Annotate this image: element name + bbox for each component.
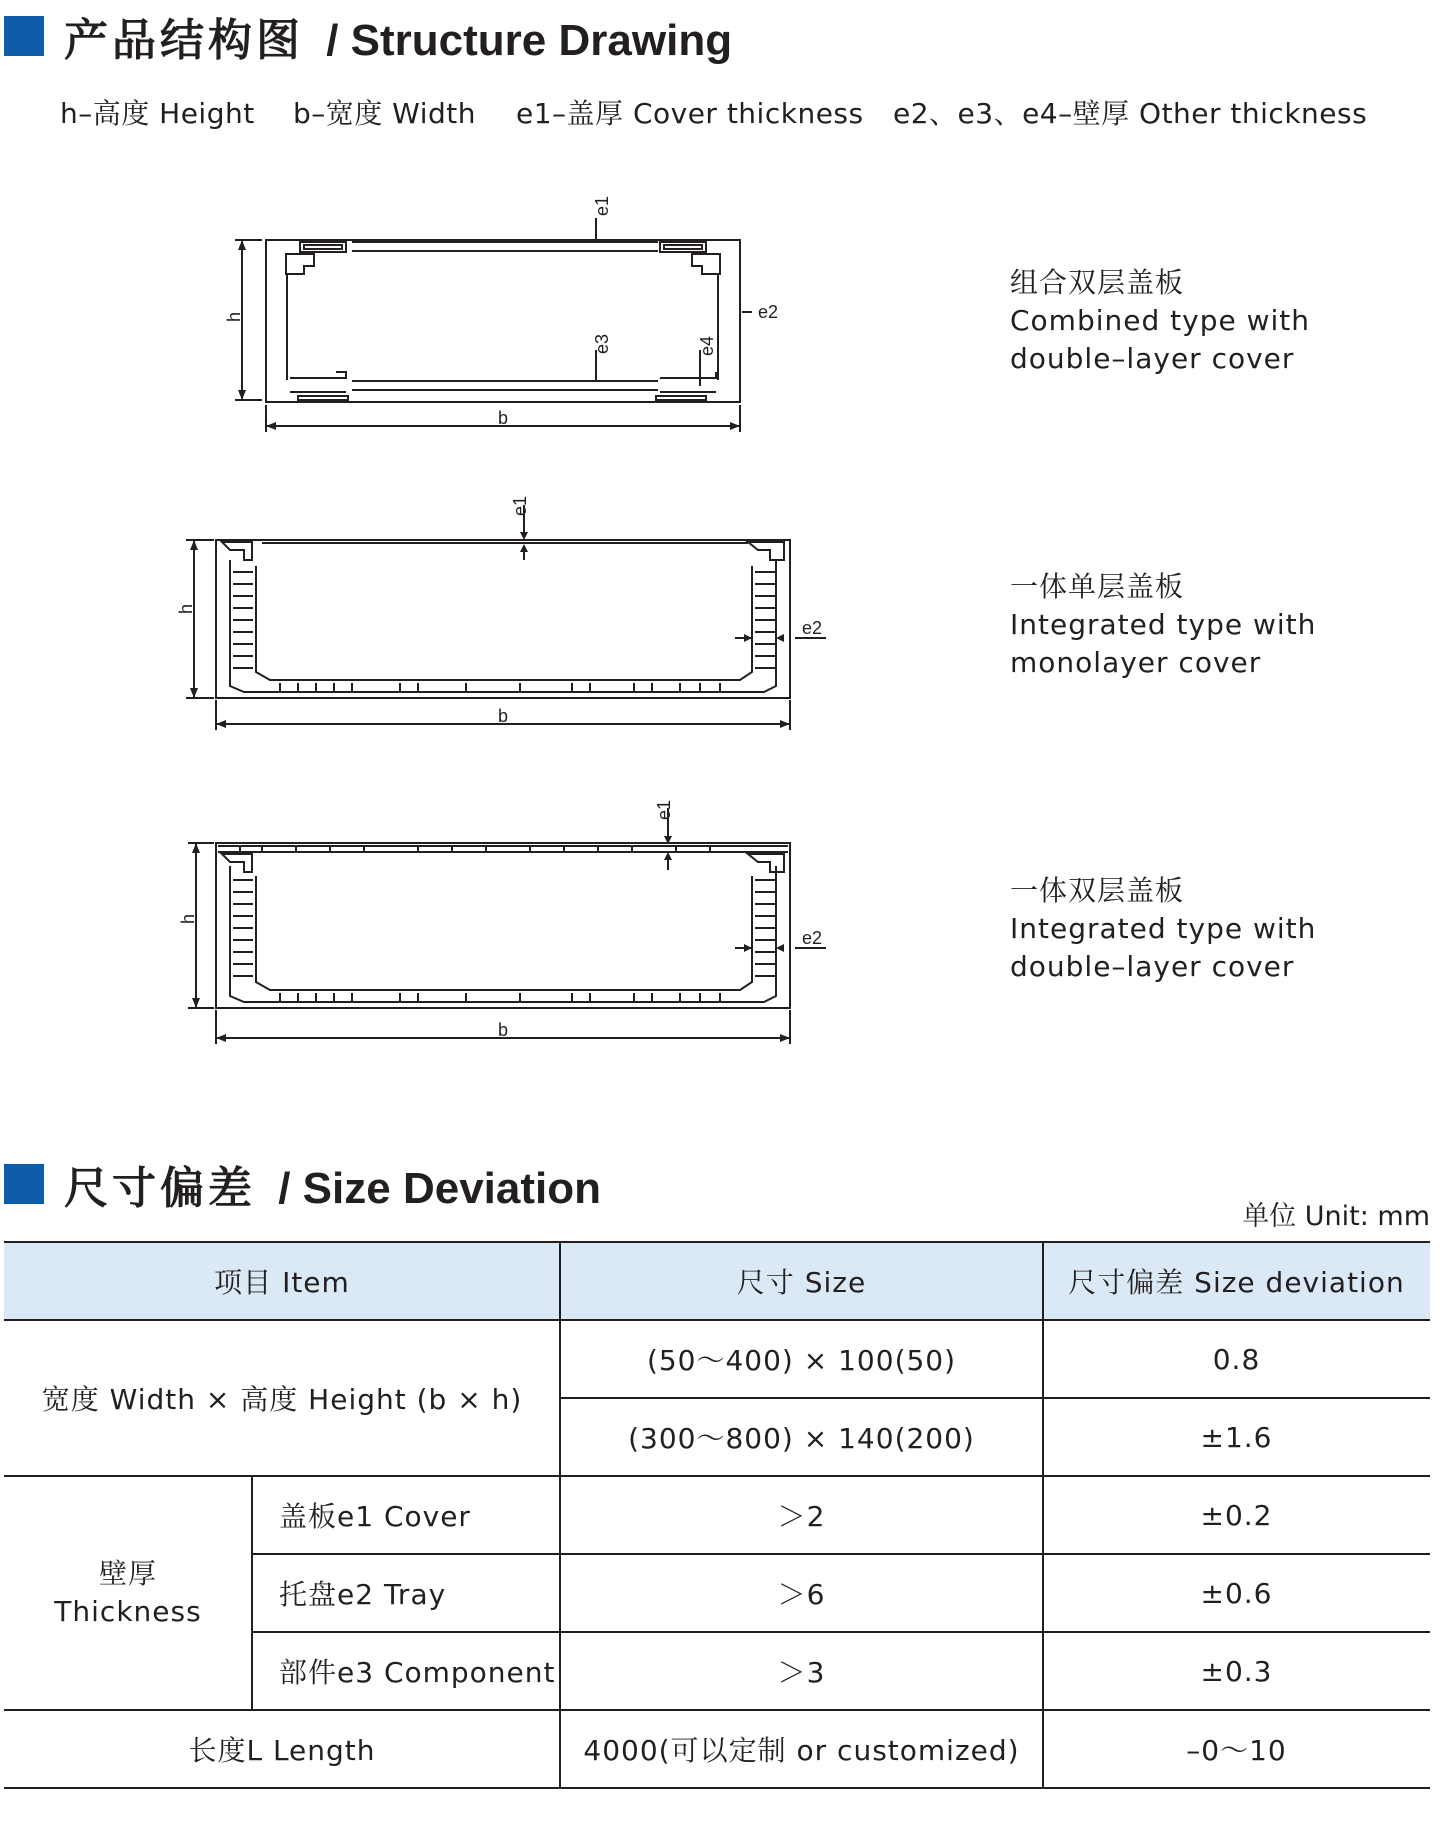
desc-cn: 一体双层盖板 <box>1010 874 1185 907</box>
legend-height: h–高度 Height <box>60 97 255 130</box>
legend-cover-thickness: e1–盖厚 Cover thickness <box>516 97 864 130</box>
wh-size-2: (300～800) × 140(200) <box>628 1422 975 1455</box>
label-e1: e1 <box>592 195 612 216</box>
deviation-section-header <box>0 1158 601 1214</box>
desc-en-line2: double–layer cover <box>1010 950 1295 983</box>
thickness-size-component: ＞3 <box>777 1656 826 1689</box>
deviation-title-en: / Size Deviation <box>278 1164 601 1213</box>
legend-other-thickness: e2、e3、e4–壁厚 Other thickness <box>893 97 1368 130</box>
wh-dev-1: 0.8 <box>1212 1342 1261 1376</box>
label-e3: e3 <box>592 333 612 354</box>
table-rule <box>4 1241 1430 1243</box>
deviation-section-title <box>64 1152 601 1216</box>
thickness-label-en: Thickness <box>54 1595 202 1628</box>
desc-integrated-monolayer <box>1010 568 1316 682</box>
unit-label: 单位 Unit: mm <box>1242 1201 1430 1232</box>
structure-section-header <box>0 10 733 66</box>
header-size: 尺寸 Size <box>560 1242 1043 1320</box>
label-e1: e1 <box>654 799 674 820</box>
thickness-item-tray: 托盘e2 Tray <box>279 1578 447 1611</box>
table-rule <box>559 1242 561 1788</box>
label-h: h <box>176 603 196 614</box>
thickness-size-tray: ＞6 <box>777 1578 826 1611</box>
label-b: b <box>498 408 509 428</box>
desc-en-line1: Integrated type with <box>1010 912 1317 945</box>
thickness-dev-component: ±0.3 <box>1200 1654 1273 1688</box>
thickness-label-cn: 壁厚 <box>98 1557 157 1590</box>
thickness-dev-tray: ±0.6 <box>1200 1576 1273 1610</box>
table-rule <box>1042 1242 1044 1788</box>
length-dev: –0～10 <box>1186 1734 1287 1767</box>
table-rule <box>4 1475 1430 1477</box>
desc-integrated-double-layer <box>1010 872 1316 986</box>
table-rule <box>252 1631 1430 1633</box>
structure-section-title <box>64 4 732 68</box>
desc-en-line1: Combined type with <box>1010 304 1311 337</box>
width-height-label: 宽度 Width × 高度 Height (b × h) <box>41 1383 523 1416</box>
thickness-item-component: 部件e3 Component <box>279 1656 556 1689</box>
label-e2: e2 <box>802 618 823 638</box>
table-rule <box>560 1397 1430 1399</box>
label-e2: e2 <box>758 302 779 322</box>
header-item: 项目 Item <box>4 1242 560 1320</box>
wh-dev-2: ±1.6 <box>1200 1420 1273 1454</box>
table-rule <box>4 1709 1430 1711</box>
label-h: h <box>224 311 244 322</box>
thickness-item-cover: 盖板e1 Cover <box>279 1500 471 1533</box>
section-marker-square <box>4 16 44 56</box>
label-e4: e4 <box>697 335 717 356</box>
label-b: b <box>498 1020 509 1040</box>
section-marker-square <box>4 1164 44 1204</box>
legend-width: b–宽度 Width <box>293 97 477 130</box>
desc-cn: 一体单层盖板 <box>1010 570 1185 603</box>
table-rule <box>252 1553 1430 1555</box>
label-b: b <box>498 706 509 726</box>
label-e1: e1 <box>510 495 530 516</box>
label-h: h <box>178 913 198 924</box>
desc-en-line1: Integrated type with <box>1010 608 1317 641</box>
table-rule <box>4 1787 1430 1789</box>
desc-en-line2: monolayer cover <box>1010 646 1262 679</box>
length-label: 长度L Length <box>188 1734 376 1767</box>
label-e2: e2 <box>802 928 823 948</box>
drawing-integrated-double-layer <box>0 800 900 1060</box>
desc-en-line2: double–layer cover <box>1010 342 1295 375</box>
thickness-dev-cover: ±0.2 <box>1200 1498 1273 1532</box>
length-size: 4000(可以定制 or customized) <box>583 1734 1020 1767</box>
structure-title-cn: 产品结构图 <box>64 15 304 66</box>
table-rule <box>4 1319 1430 1321</box>
drawing-integrated-monolayer <box>0 495 900 740</box>
desc-combined-double-layer <box>1010 264 1310 378</box>
size-deviation-table <box>4 1242 1430 1790</box>
desc-cn: 组合双层盖板 <box>1010 266 1185 299</box>
table-rule <box>251 1476 253 1710</box>
thickness-size-cover: ＞2 <box>777 1500 826 1533</box>
structure-title-en: / Structure Drawing <box>326 16 733 65</box>
deviation-title-cn: 尺寸偏差 <box>64 1163 256 1214</box>
wh-size-1: (50～400) × 100(50) <box>646 1344 957 1377</box>
drawing-combined-double-layer <box>0 190 900 450</box>
thickness-label <box>4 1476 252 1710</box>
header-deviation: 尺寸偏差 Size deviation <box>1043 1242 1430 1320</box>
